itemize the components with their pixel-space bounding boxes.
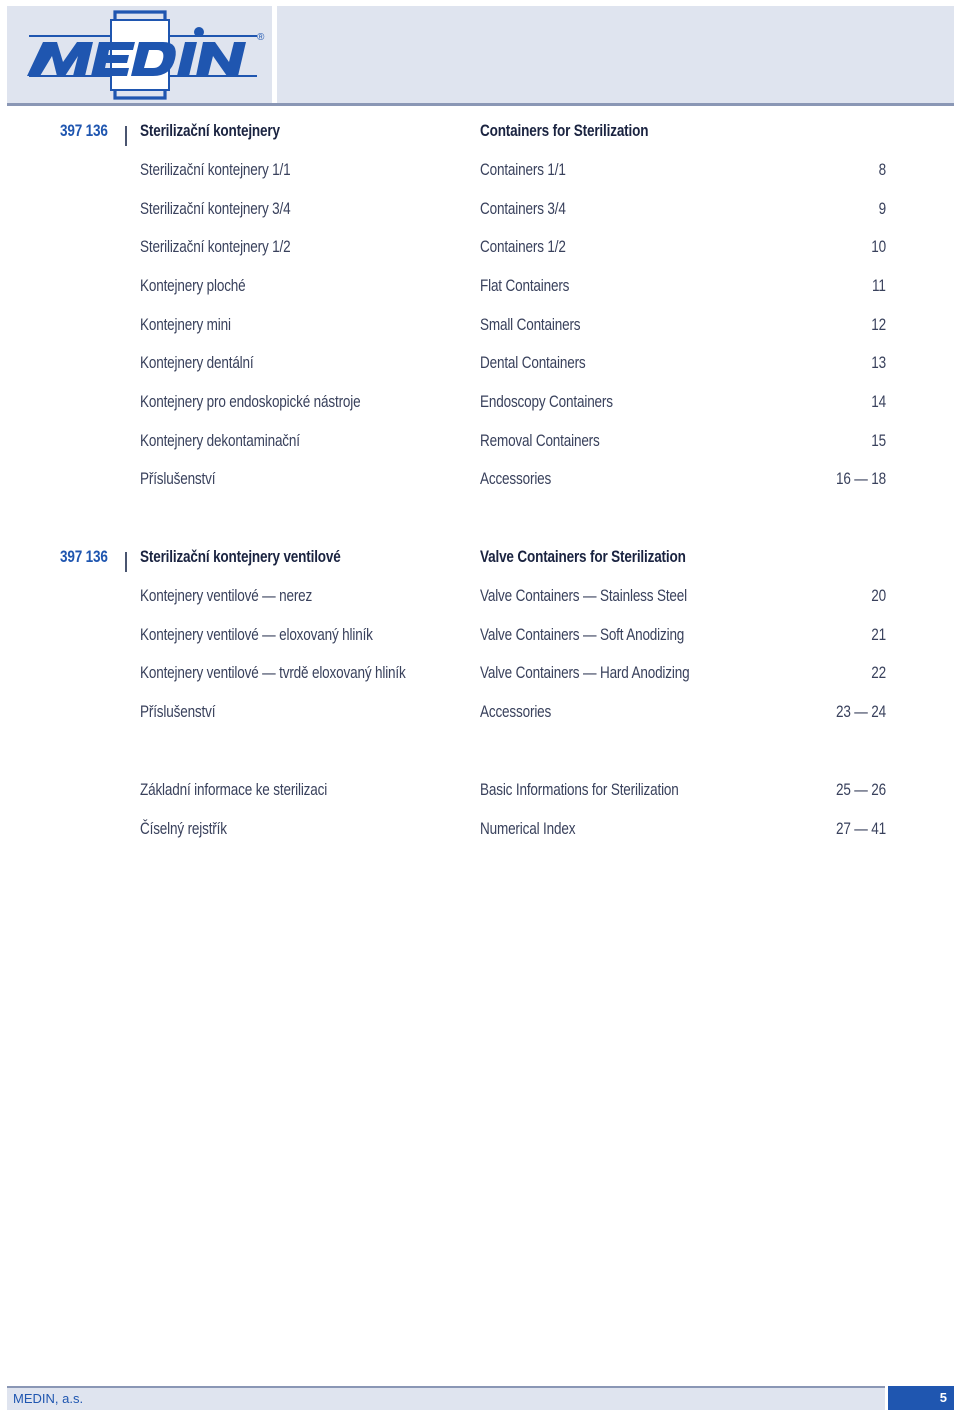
entry-page: 10 — [871, 238, 886, 256]
header-band — [277, 6, 954, 104]
entry-title-cz: Sterilizační kontejnery 1/2 — [140, 238, 291, 256]
entry-page: 11 — [872, 277, 886, 295]
toc-entry[interactable] — [0, 200, 960, 224]
toc-entry[interactable] — [0, 587, 960, 611]
entry-title-cz: Příslušenství — [140, 470, 216, 488]
toc-entry[interactable] — [0, 470, 960, 494]
page-number-box — [888, 1386, 954, 1410]
entry-page: 23 — 24 — [835, 703, 886, 721]
toc-entry[interactable] — [0, 781, 960, 805]
section-title-cz: Sterilizační kontejnery ventilové — [140, 548, 341, 566]
entry-title-en: Valve Containers — Hard Anodizing — [480, 664, 690, 682]
entry-page: 22 — [871, 664, 886, 682]
entry-page: 27 — 41 — [835, 820, 886, 838]
entry-title-en: Accessories — [480, 470, 552, 488]
entry-title-en: Numerical Index — [480, 820, 576, 838]
section-heading — [0, 548, 960, 572]
toc-entry[interactable] — [0, 354, 960, 378]
entry-title-cz: Sterilizační kontejnery 1/1 — [140, 161, 291, 179]
toc-entry[interactable] — [0, 664, 960, 688]
entry-title-cz: Kontejnery ploché — [140, 277, 246, 295]
entry-title-cz: Sterilizační kontejnery 3/4 — [140, 200, 291, 218]
entry-page: 25 — 26 — [835, 781, 886, 799]
registered-mark: ® — [257, 32, 265, 43]
entry-title-cz: Kontejnery dekontaminační — [140, 432, 300, 450]
entry-title-cz: Kontejnery ventilové — tvrdě eloxovaný hliník — [140, 664, 406, 682]
toc-entry[interactable] — [0, 703, 960, 727]
entry-title-en: Dental Containers — [480, 354, 586, 372]
page-footer — [0, 1384, 960, 1410]
catalog-code: 397 136 — [60, 122, 108, 140]
entry-title-en: Containers 1/1 — [480, 161, 566, 179]
entry-title-cz: Příslušenství — [140, 703, 216, 721]
entry-title-cz: Číselný rejstřík — [140, 820, 227, 838]
entry-title-en: Small Containers — [480, 316, 581, 334]
code-divider — [125, 552, 127, 572]
toc-entry[interactable] — [0, 277, 960, 301]
entry-page: 16 — 18 — [835, 470, 886, 488]
toc-entry[interactable] — [0, 820, 960, 844]
entry-page: 15 — [871, 432, 886, 450]
toc-entry[interactable] — [0, 316, 960, 340]
entry-title-en: Valve Containers — Stainless Steel — [480, 587, 688, 605]
entry-title-en: Accessories — [480, 703, 552, 721]
catalog-code: 397 136 — [60, 548, 108, 566]
entry-title-cz: Kontejnery dentální — [140, 354, 254, 372]
toc-entry[interactable] — [0, 238, 960, 262]
toc-entry[interactable] — [0, 393, 960, 417]
medin-logo — [7, 6, 272, 104]
entry-page: 20 — [871, 587, 886, 605]
entry-title-en: Removal Containers — [480, 432, 600, 450]
section-title-cz: Sterilizační kontejnery — [140, 122, 280, 140]
entry-title-cz: Kontejnery ventilové — nerez — [140, 587, 313, 605]
entry-title-en: Containers 1/2 — [480, 238, 566, 256]
entry-title-en: Basic Informations for Sterilization — [480, 781, 679, 799]
entry-page: 21 — [871, 626, 886, 644]
toc-entry[interactable] — [0, 432, 960, 456]
logo-box — [7, 6, 272, 104]
section-heading — [0, 122, 960, 146]
section-title-en: Valve Containers for Sterilization — [480, 548, 686, 566]
entry-page: 14 — [871, 393, 886, 411]
entry-title-cz: Kontejnery ventilové — eloxovaný hliník — [140, 626, 373, 644]
entry-title-en: Containers 3/4 — [480, 200, 566, 218]
toc-entry[interactable] — [0, 161, 960, 185]
header-rule — [7, 103, 954, 106]
entry-title-cz: Kontejnery pro endoskopické nástroje — [140, 393, 361, 411]
entry-title-en: Flat Containers — [480, 277, 570, 295]
entry-page: 12 — [871, 316, 886, 334]
entry-title-en: Valve Containers — Soft Anodizing — [480, 626, 685, 644]
footer-band — [7, 1386, 885, 1410]
entry-title-cz: Základní informace ke sterilizaci — [140, 781, 328, 799]
entry-page: 13 — [871, 354, 886, 372]
footer-company: MEDIN, a.s. — [13, 1391, 84, 1406]
page-header — [0, 0, 960, 112]
toc-entry[interactable] — [0, 626, 960, 650]
entry-page: 9 — [878, 200, 886, 218]
page-number: 5 — [939, 1390, 947, 1405]
entry-page: 8 — [878, 161, 886, 179]
section-title-en: Containers for Sterilization — [480, 122, 649, 140]
entry-title-en: Endoscopy Containers — [480, 393, 613, 411]
code-divider — [125, 126, 127, 146]
entry-title-cz: Kontejnery mini — [140, 316, 231, 334]
